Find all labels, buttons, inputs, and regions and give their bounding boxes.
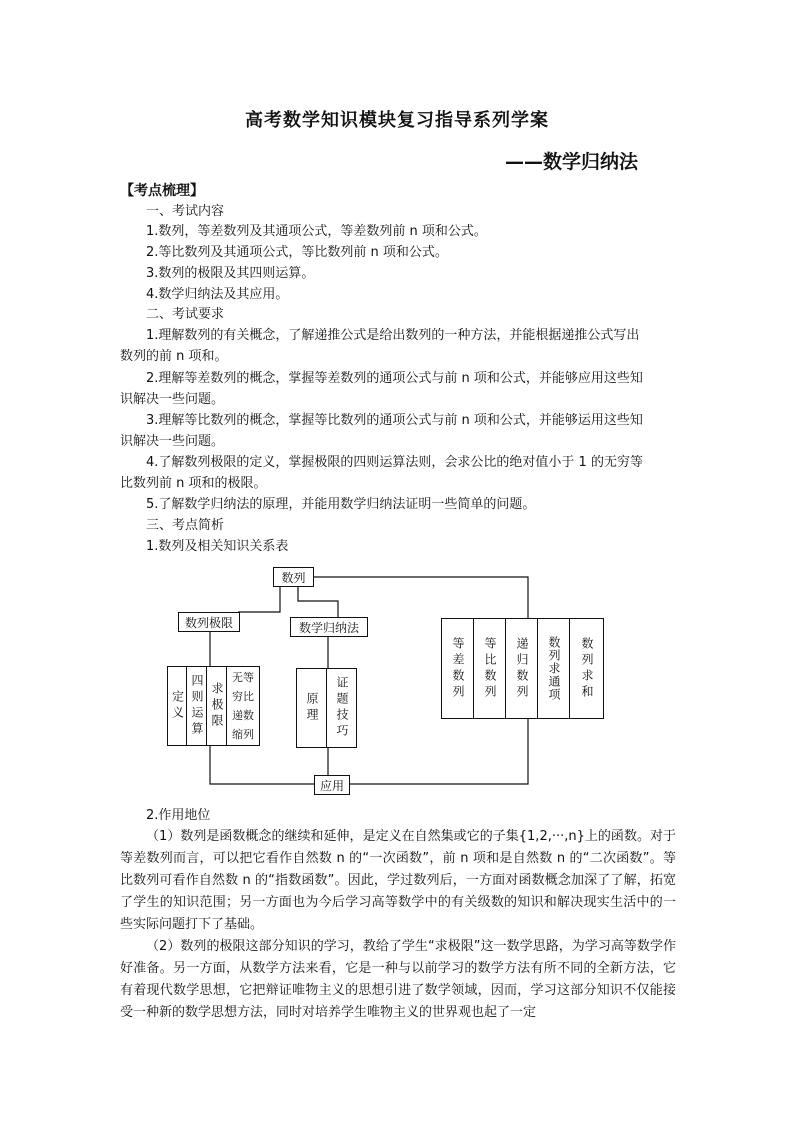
- diagram-root-label: 数列: [281, 570, 306, 585]
- induction-cell: [326, 668, 357, 748]
- connector-line: [238, 586, 280, 612]
- document-subtitle: ——数学归纳法: [505, 151, 639, 173]
- connector-line: [313, 577, 528, 618]
- seq-cell-label: 等比数列: [483, 636, 497, 701]
- seq-cell-label: 数列求通项: [547, 636, 561, 701]
- induction-cell-label: 原理: [305, 692, 319, 724]
- diagram-apply-label: 应用: [319, 778, 344, 793]
- part2-item-line1: 2.理解等差数列的概念，掌握等差数列的通项公式与前 n 项和公式，并能够应用这些知: [146, 371, 643, 386]
- document-title: 高考数学知识模块复习指导系列学案: [245, 110, 549, 131]
- part1-item: 2.等比数列及其通项公式，等比数列前 n 项和公式。: [146, 245, 448, 260]
- limit-cell-line: 无等: [232, 671, 254, 684]
- limit-cell: [206, 666, 227, 746]
- limit-cell: [186, 666, 207, 746]
- induction-cell: [296, 668, 327, 748]
- part2-item-line2: 数列的前 n 项和。: [120, 349, 228, 364]
- connector-line: [349, 718, 528, 784]
- section-heading: 【考点梳理】: [120, 183, 204, 199]
- diagram-root-box: [273, 567, 314, 587]
- part1-heading: 一、考试内容: [146, 204, 225, 219]
- paragraph: [120, 936, 676, 1024]
- seq-cell-label: 数列求和: [580, 636, 594, 701]
- connector-line: [210, 744, 315, 784]
- diagram-apply-box: [314, 775, 350, 795]
- seq-cell: [569, 618, 604, 719]
- seq-cell: [441, 618, 474, 719]
- part2-item-line2: 比数列前 n 项和的极限。: [120, 476, 267, 491]
- limit-cell-line: 穷比: [232, 690, 254, 703]
- limit-cell: [167, 666, 187, 746]
- limit-cell-line: 递数: [232, 709, 254, 722]
- part2-item-line1: 4.了解数列极限的定义，掌握极限的四则运算法则，会求公比的绝对值小于 1 的无穷等: [146, 455, 643, 470]
- part3-sub1: 1.数列及相关知识关系表: [146, 539, 289, 554]
- paragraph: [120, 826, 676, 936]
- limit-cell-label: 定义: [170, 690, 185, 722]
- induction-cell-label: 证题技巧: [335, 676, 349, 740]
- part1-item: 3.数列的极限及其四则运算。: [146, 266, 315, 281]
- diagram-limit-label: 数列极限: [184, 615, 233, 630]
- seq-cell: [473, 618, 506, 719]
- part2-item-line1: 3.理解等比数列的概念，掌握等比数列的通项公式与前 n 项和公式，并能够运用这些知: [146, 413, 643, 428]
- limit-cell-label: 四则运算: [190, 674, 204, 738]
- diagram-induction-box: [290, 617, 368, 637]
- part2-item-line2: 识解决一些问题。: [120, 434, 225, 449]
- seq-cell: [537, 618, 570, 719]
- part3-sub2: 2.作用地位: [146, 808, 211, 823]
- seq-cell: [505, 618, 538, 719]
- part3-heading: 三、考点简析: [146, 518, 225, 533]
- part2-item-line2: 识解决一些问题。: [120, 392, 225, 407]
- part2-item-line1: 1.理解数列的有关概念，了解递推公式是给出数列的一种方法，并能根据递推公式写出: [146, 328, 640, 343]
- limit-cell-line: 缩列: [232, 728, 254, 741]
- paragraph-text: （2）数列的极限这部分知识的学习，教给了学生“求极限”这一数学思路，为学习高等数学作好准备。另一方面，从数学方法来看，它是一种与以前学习的数学方法有所不同的全新方法，它有着现代数学思想，它把辩证唯物主义的思想引进了数学领域，因而，学习这部分知识不仅能接受一种新的数学思想方法，同时对培养学生唯物主义的世界观也起了一定: [120, 939, 676, 1020]
- part2-heading: 二、考试要求: [146, 307, 225, 322]
- diagram-induction-label: 数学归纳法: [298, 620, 359, 635]
- part2-item-line1: 5.了解数学归纳法的原理，并能用数学归纳法证明一些简单的问题。: [146, 497, 536, 512]
- paragraph-text: （1）数列是函数概念的继续和延伸，是定义在自然集或它的子集{1,2,···,n}上的函数。对于等差数列而言，可以把它看作自然数 n 的“一次函数”，前 n 项和是自然数 n 的“二次函数”。等比数列可看作自然数 n 的“指数函数”。因此，学过数列后，一方面对函数概念加深了了解，拓宽了学生的知识范围；另一方面也为今后学习高等数学中的有关级数的知识和解决现实生活中的一些实际问题打下了基础。: [120, 829, 676, 932]
- connector-line: [298, 586, 338, 618]
- diagram-limit-box: [178, 612, 240, 632]
- part1-item: 1.数列，等差数列及其通项公式，等差数列前 n 项和公式。: [146, 224, 487, 239]
- limit-cell: [226, 666, 260, 746]
- limit-cell-label: 求极限: [210, 682, 224, 730]
- seq-cell-label: 等差数列: [451, 636, 465, 701]
- seq-cell-label: 递归数列: [515, 636, 529, 701]
- part1-item: 4.数学归纳法及其应用。: [146, 287, 289, 302]
